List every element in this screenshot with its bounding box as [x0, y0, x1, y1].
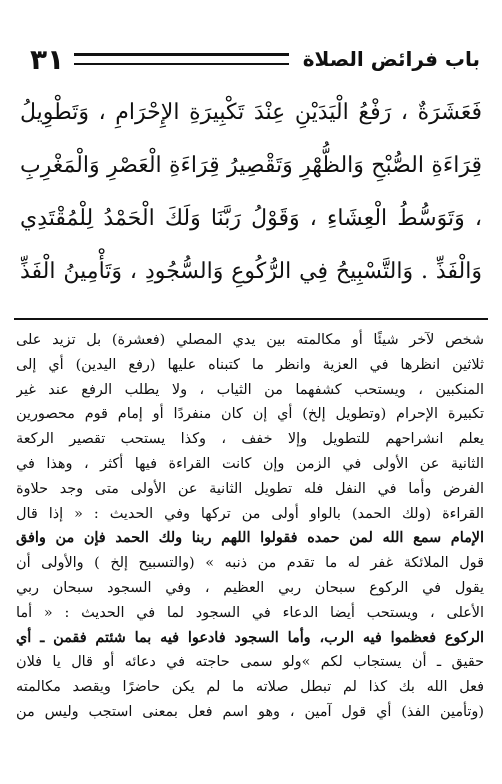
- commentary-line: يعلم انشراحهم للتطويل وإلا خفف ، وكذا يستحب تقصير الركعة: [16, 431, 484, 448]
- commentary-line-hadith: الإمام سمع الله لمن حمده فقولوا اللهم ربنا ولك الحمد فإن من وافق: [16, 529, 484, 547]
- main-text: فَعَشَرَةٌ ، رَفْعُ الْيَدَيْنِ عِنْدَ تَكْبِيرَةِ الإِحْرَامِ ، وَتَطْوِيلُ قِرَاءَةِ الصُّبْحِ وَالظُّهْرِ وَتَقْصِيرُ قِرَاءَةِ الْعَصْرِ وَالْمَغْرِبِ ، وَتَوَسُّطُ الْعِشَاءِ ، وَقَوْلُ رَبَّنَا وَلَكَ الْحَمْدُ لِلْمُقْتَدِي وَالْفَذِّ . وَالتَّسْبِيحُ فِي الرُّكُوعِ وَالسُّجُودِ ، وَتَأْمِينُ الْفَذِّ: [20, 100, 482, 284]
- page-number: ٣١: [30, 42, 65, 76]
- page-header: [30, 42, 480, 76]
- commentary: [16, 328, 484, 776]
- commentary-line: الفرض وأما في النفل فله تطويل الثانية عن الأولى متى وجد حلاوة: [16, 480, 484, 497]
- commentary-line: القراءة (ولك الحمد) بالواو أولى من تركها وفي الحديث : « إذا قال: [16, 505, 484, 522]
- commentary-line: فعل الله بك كذا لم تبطل صلاته ما لم يكن حاضرًا ويقصد مكالمته: [16, 679, 484, 696]
- commentary-line: حقيق ـ أن يستجاب لكم »ولو سمى حاجته في دعائه أو قال يا فلان: [16, 654, 484, 671]
- chapter-title: باب فرائض الصلاة: [302, 47, 480, 71]
- commentary-line: (وتأمين الفذ) أي قول آمين ، وهو اسم فعل بمعنى استجب وليس من: [16, 703, 484, 720]
- commentary-line: ثلاثين انظرها في العزية وانظر ما كتبناه عليها (رفع اليدين) أي إلى: [16, 356, 484, 373]
- commentary-line: الأعلى ، ويستحب أيضا الدعاء في السجود لما في الحديث : « أما: [16, 604, 484, 621]
- commentary-line: يقول في الركوع سبحان ربي العظيم ، وفي السجود سبحان ربي: [16, 579, 484, 596]
- section-divider: [14, 318, 488, 320]
- commentary-line: المنكبين ، ويستحب كشفهما من الثياب ، ولا يطلب الرفع عند غير: [16, 381, 484, 398]
- header-rule: [74, 53, 289, 65]
- commentary-line: تكبيرة الإحرام (وتطويل إلخ) أي إن كان منفردًا أو إمام قوم محصورين: [16, 406, 484, 423]
- commentary-line: الثانية عن الأولى في الزمن وإن كانت القراءة فيها أكثر ، وهذا في: [16, 455, 484, 472]
- commentary-line: شخص لآخر شيئًا أو مكالمته بين يدي المصلي (فعشرة) بل تزيد على: [16, 332, 484, 348]
- commentary-line: قول الملائكة غفر له ما تقدم من ذنبه » (والتسبيح إلخ ) والأولى أن: [16, 555, 484, 572]
- commentary-line-hadith: الركوع فعظموا فيه الرب، وأما السجود فادعوا فيه بما شئتم فقمن ـ أي: [16, 628, 484, 646]
